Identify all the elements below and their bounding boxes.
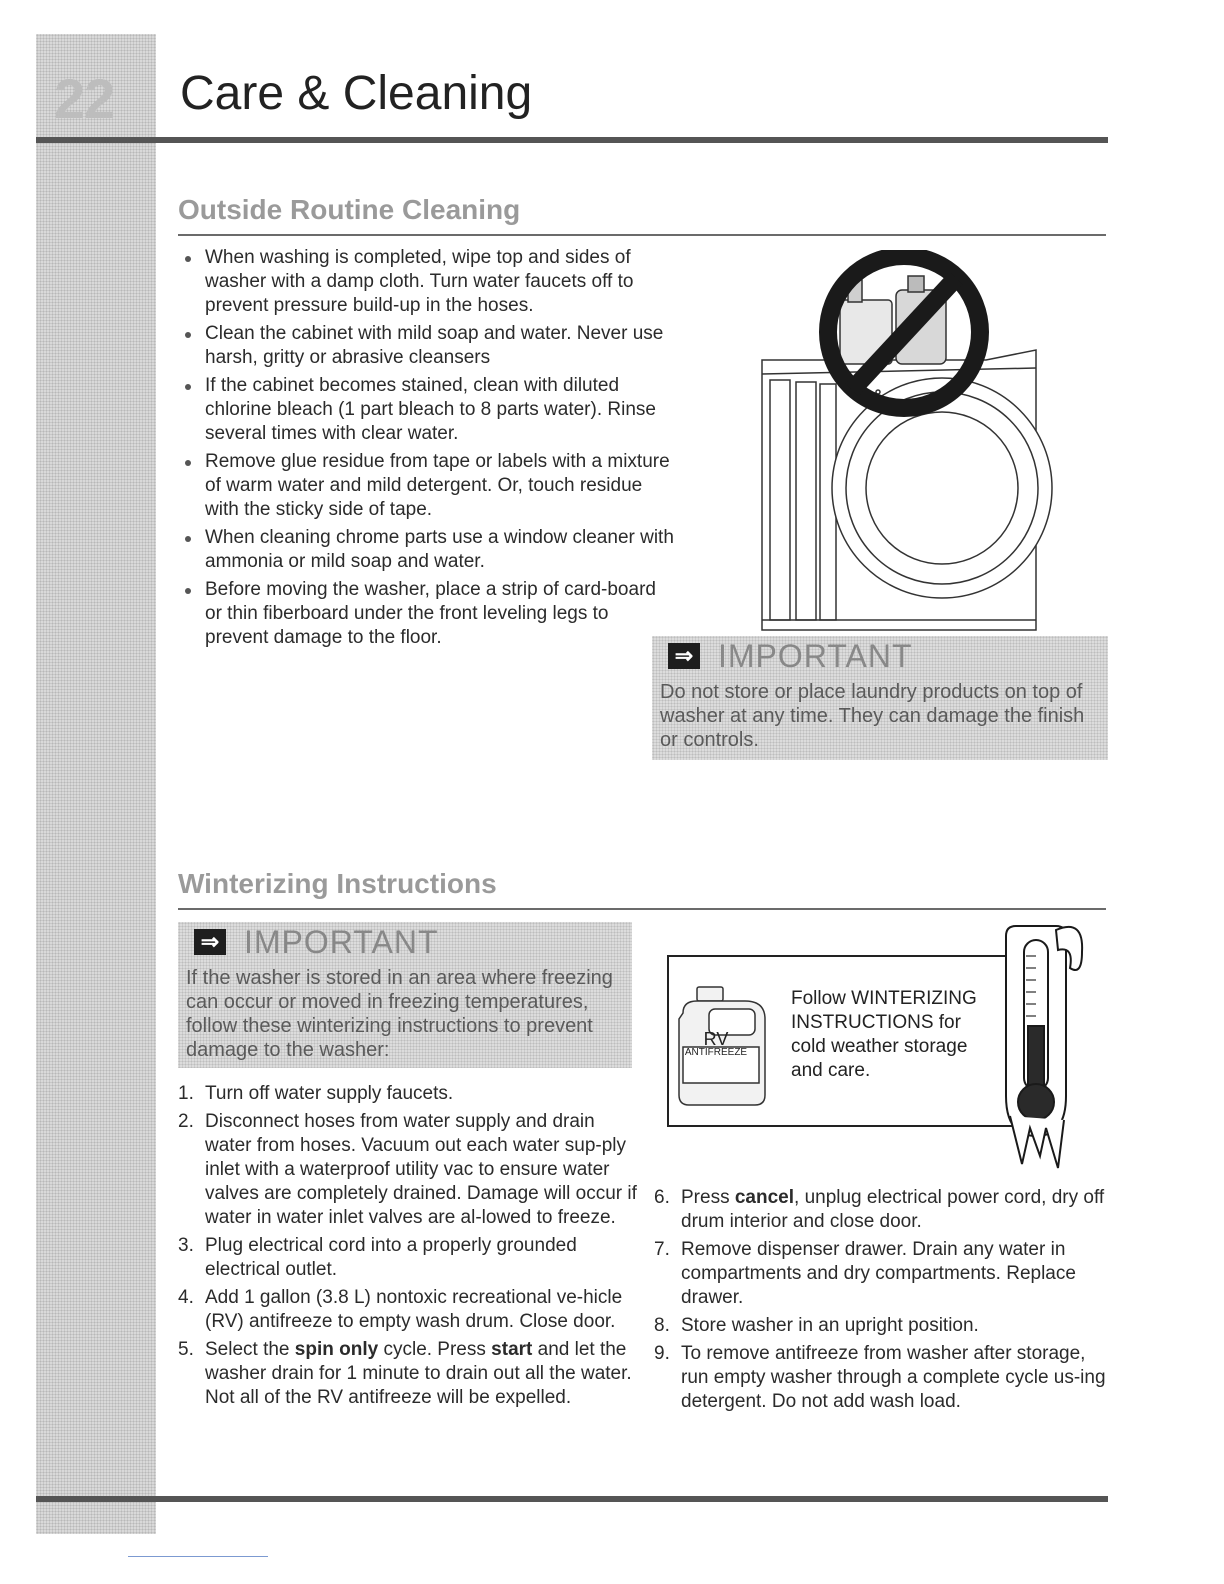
section-heading-winterizing: Winterizing Instructions [178, 868, 497, 899]
step-number: 2. [178, 1111, 194, 1132]
page-title: Care & Cleaning [180, 67, 533, 120]
step-text: cycle. Press [378, 1339, 492, 1360]
step-text: Store washer in an upright position. [681, 1315, 979, 1336]
bullet-item: When cleaning chrome parts use a window cleaner with ammonia or mild soap and water. [205, 527, 674, 572]
steps-list-left [178, 1082, 638, 1414]
footer-rule [36, 1496, 1108, 1502]
important-label: IMPORTANT [718, 637, 913, 674]
winterizing-callout-text: Follow WINTERIZING INSTRUCTIONS for cold weather storage and care. [791, 988, 977, 1081]
step-number: 7. [654, 1239, 670, 1260]
step-text: Select the [205, 1339, 295, 1360]
bullet-item: Remove glue residue from tape or labels with a mixture of warm water and mild detergent. Or, touch residue with the sticky side of tape. [205, 450, 675, 522]
step-number: 1. [178, 1083, 194, 1104]
bullet-item: If the cabinet becomes stained, clean with diluted chlorine bleach (1 part bleach to 8 parts water). Rinse several times with clear water. [205, 374, 675, 446]
important-text: If the washer is stored in an area where freezing can occur or moved in freezing temperatures, follow these winterizing instructions to prevent damage to the washer: [186, 967, 613, 1061]
step-text: Disconnect hoses from water supply and drain water from hoses. Vacuum out each water sup-ply inlet with a waterproof utility vac to ensure water valves are completely drained. Damage will occur if water in water inlet valves are al-lowed to freeze. [205, 1111, 637, 1228]
footer-mark [128, 1556, 268, 1557]
step-text: Press [681, 1187, 735, 1208]
step-item [178, 1286, 638, 1334]
important-note-winterizing [178, 922, 632, 1068]
step-item [178, 1110, 638, 1230]
step-number: 4. [178, 1287, 194, 1308]
important-label: IMPORTANT [244, 923, 439, 960]
arrow-right-icon: ⇒ [668, 643, 700, 669]
header-rule [36, 137, 1108, 143]
step-item [654, 1238, 1106, 1310]
washer-no-products-illustration [756, 250, 1056, 640]
bullet-item: When washing is completed, wipe top and sides of washer with a damp cloth. Turn water faucets off to prevent pressure build-up in the hoses. [205, 246, 675, 318]
step-text: , unplug electrical power cord, dry off drum interior and close door. [681, 1187, 1105, 1232]
section-rule-winterizing [178, 908, 1106, 910]
step-keyword: cancel [734, 1187, 795, 1208]
page-number: 22 [54, 67, 115, 130]
step-number: 3. [178, 1235, 194, 1256]
bullet-item: Before moving the washer, place a strip of card-board or thin fiberboard under the front leveling legs to prevent damage to the floor. [205, 578, 675, 650]
steps-list-right [654, 1186, 1106, 1418]
arrow-right-icon: ⇒ [194, 929, 226, 955]
step-text: Remove dispenser drawer. Drain any water in compartments and dry compartments. Replace drawer. [681, 1239, 1076, 1308]
section-heading-outside: Outside Routine Cleaning [178, 194, 521, 225]
step-text: Plug electrical cord into a properly grounded electrical outlet. [205, 1235, 577, 1280]
step-keyword: spin only [294, 1339, 379, 1360]
step-number: 5. [178, 1339, 194, 1360]
step-item [654, 1314, 1106, 1338]
step-number: 8. [654, 1315, 670, 1336]
jug-label-antifreeze: ANTIFREEZE [684, 1047, 748, 1058]
step-item [654, 1342, 1106, 1414]
step-text: Add 1 gallon (3.8 L) nontoxic recreational ve-hicle (RV) antifreeze to empty wash drum. Close door. [205, 1287, 623, 1332]
step-item [178, 1338, 638, 1410]
bullet-item: Clean the cabinet with mild soap and water. Never use harsh, gritty or abrasive cleansers [205, 322, 675, 370]
step-number: 6. [654, 1187, 670, 1208]
thermometer-icon [996, 916, 1096, 1172]
sidebar-band [36, 34, 156, 1534]
winterizing-callout-box [667, 955, 1021, 1127]
outside-bullet-list [178, 246, 675, 654]
step-text: To remove antifreeze from washer after storage, run empty washer through a complete cycle us-ing detergent. Do not add wash load. [681, 1343, 1106, 1412]
important-note-outside [652, 636, 1108, 760]
step-text: Turn off water supply faucets. [205, 1083, 454, 1104]
section-rule-outside [178, 234, 1106, 236]
step-number: 9. [654, 1343, 670, 1364]
step-item [178, 1234, 638, 1282]
step-item [654, 1186, 1106, 1234]
step-item [178, 1082, 638, 1106]
step-text: and let the washer drain for 1 minute to drain out all the water. Not all of the RV antifreeze will be expelled. [205, 1339, 632, 1408]
important-text: Do not store or place laundry products on top of washer at any time. They can damage the finish or controls. [660, 681, 1085, 751]
jug-label-rv: RV [703, 1029, 729, 1049]
step-keyword: start [491, 1339, 533, 1360]
